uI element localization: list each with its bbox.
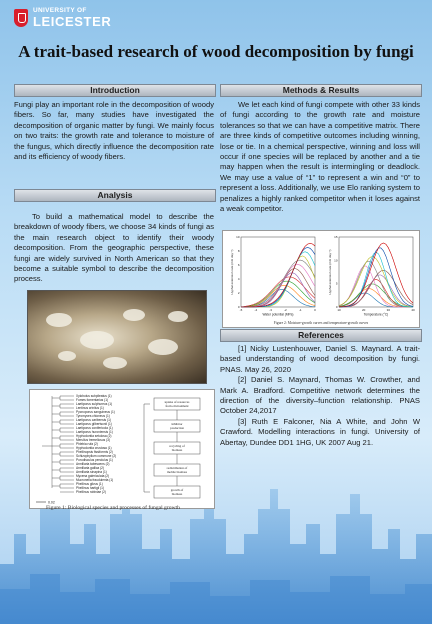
species-label: Armillaria tabescens (2) <box>76 462 110 467</box>
species-label: Laetiporus huroniensis (1) <box>76 430 113 435</box>
introduction-heading: Introduction <box>14 84 216 97</box>
species-label: Phellinus robiniae (2) <box>76 490 106 495</box>
plot-frame <box>241 237 315 307</box>
x-tick-label: -4 <box>254 308 258 312</box>
species-label: Mucronella fraudulenta (1) <box>76 478 114 483</box>
references-list <box>220 344 420 448</box>
logo-big-text: LEICESTER <box>33 13 112 29</box>
methods-heading: Methods & Results <box>220 84 422 97</box>
reference-item: [1] Nicky Lustenhouwer, Daniel S. Maynard. A trait-based understanding of wood decomposition by fungi. PNAS. May 26, 2020 <box>220 344 420 374</box>
figure-2-graphic <box>223 231 419 327</box>
y-tick-label: 10 <box>236 235 240 239</box>
process-label: redistribution of <box>166 466 188 470</box>
scale-label: 0.02 <box>48 500 55 505</box>
y-tick-label: 0 <box>237 305 240 309</box>
analysis-heading: Analysis <box>14 189 216 202</box>
logo-small-text: UNIVERSITY OF <box>33 7 87 14</box>
species-label: Phlebia rufa (2) <box>76 442 98 447</box>
species-label: Lentinus crinitus (1) <box>76 406 104 411</box>
species-label: Merulius tremellosus (3) <box>76 438 111 443</box>
y-tick-label: 0 <box>335 305 338 309</box>
figure-2 <box>222 230 420 328</box>
x-axis-label: Temperature (°C) <box>363 312 389 317</box>
x-tick-label: -5 <box>239 308 243 312</box>
process-label: recycling of <box>169 444 185 448</box>
process-label: inhibitor <box>171 422 183 426</box>
x-tick-label: 20 <box>361 308 366 312</box>
x-tick-label: 0 <box>314 308 316 312</box>
figure-1-graphic <box>30 390 214 508</box>
x-tick-label: -2 <box>284 308 287 312</box>
process-label: from environment <box>165 404 189 408</box>
references-heading: References <box>220 329 422 342</box>
analysis-paragraph: To build a mathematical model to describe the breakdown of woody fibers, we choose 34 kinds of fungi as the main research object to identify their woody decomposition. From the geographic perspective, these fungi are widely survived in North American so that they become a suitable symbol to describe the decomposition process. <box>14 212 214 284</box>
species-label: Laetiporus gilbertsonii (1) <box>76 422 112 427</box>
x-axis-label: Water potential (MPa) <box>262 312 294 317</box>
poster-title: A trait-based research of wood decomposition by fungi <box>18 42 414 61</box>
process-label: biomass <box>171 492 183 496</box>
species-label: Mycena galericulata (2) <box>76 474 110 479</box>
process-label: mobile biomass <box>166 470 188 474</box>
species-label: Porodisculus pendulus (1) <box>76 458 113 463</box>
species-label: Armillaria sinapina (1) <box>76 470 107 475</box>
species-label: Laetiporus sulphureus (1) <box>76 402 113 407</box>
analysis-text <box>14 212 214 285</box>
university-logo <box>14 8 111 28</box>
species-label: Hyphodontia setulosa (2) <box>76 434 112 439</box>
methods-text <box>220 100 420 214</box>
species-label: Armillaria gallica (2) <box>76 466 104 471</box>
reference-item: [2] Daniel S. Maynard, Thomas W. Crowther, and Mark A. Bradford. Competitive network determines the direction of the diversity–function relationship. PNAS October 24,2017 <box>220 375 420 416</box>
reference-item: [3] Ruth E Falconer, Nia A White, and John W Crawford. Modelling interactions in fungi. University of Abertay, Dundee DD1 1HG, UK 2007 Aug 21. <box>220 416 420 447</box>
x-tick-label: 40 <box>411 308 415 312</box>
process-label: growth of <box>170 488 184 492</box>
species-label: Xylobolus subpileatus (1) <box>76 394 112 399</box>
introduction-text <box>14 100 214 162</box>
y-tick-label: 5 <box>335 281 338 286</box>
y-tick-label: 15 <box>334 235 338 239</box>
x-tick-label: -3 <box>269 308 272 312</box>
process-label: production <box>170 426 184 430</box>
species-label: Laetiporus conifericola (1) <box>76 426 113 431</box>
species-label: Phellinus hartigii (1) <box>76 486 104 491</box>
species-label: Schizophyllum commune (2) <box>76 454 117 459</box>
process-label: biomass <box>171 448 183 452</box>
y-tick-label: 6 <box>237 263 240 267</box>
x-tick-label: -1 <box>298 308 302 312</box>
y-axis-label: Hyphal extension rate (mm day⁻¹) <box>328 249 332 295</box>
y-tick-label: 10 <box>334 258 338 263</box>
y-tick-label: 8 <box>237 249 240 253</box>
shield-icon <box>14 9 28 27</box>
species-label: Fomes fomentarius (1) <box>76 398 109 403</box>
figure-2-caption: Figure 2: Moisture-growth curves and temperature-growth curves <box>273 321 369 325</box>
introduction-paragraph: Fungi play an important role in the decomposition of woody fibers. So far, many studies have investigated the decomposition of organic matter by fungi. We mainly focus on two traits: the growth rate and tolerance to moisture of the fungus, which directly influence the decomposition rate and its efficiency of woody fibers. <box>14 100 214 162</box>
figure-1-caption: Figure 1: Biological species and processes of fungal growth <box>46 505 180 511</box>
fungi-photo <box>27 290 207 384</box>
species-label: Pycnoporus sanguineus (1) <box>76 410 115 415</box>
figure-1 <box>29 389 215 509</box>
y-tick-label: 4 <box>237 277 240 281</box>
species-label: Hyphodontia crustosa (1) <box>76 446 112 451</box>
species-label: Phellinopsis fissiformis (2) <box>76 450 113 455</box>
species-label: Phellinus gilvus (1) <box>76 482 103 487</box>
feedback-arrow <box>144 404 150 492</box>
species-label: Tyromyces chioneus (1) <box>76 414 110 419</box>
species-label: Laetiporus caribensis (1) <box>76 418 111 423</box>
y-axis-label: Hyphal extension rate (mm day⁻¹) <box>230 249 234 295</box>
methods-paragraph: We let each kind of fungi compete with other 33 kinds of fungi according to the growth rate and moisture tolerances so that we can have a competitive matrix. There are three kinds of competitive outcomes including winning, lose or tie. In a chemical perspective, winning and loss will occur if one species will be replaced by another and a tie may happen when the result is intermingling or deadlock. We may use a value of “1” to represent a win and “0” to represent a loss. Additionally, we use Elo ranking system to penalizes a highly ranked competitor when it loses against a weak competitor. <box>220 100 420 214</box>
y-tick-label: 2 <box>237 291 240 295</box>
process-label: uptake of resources <box>164 400 190 404</box>
x-tick-label: 10 <box>337 308 341 312</box>
x-tick-label: 30 <box>386 308 391 312</box>
